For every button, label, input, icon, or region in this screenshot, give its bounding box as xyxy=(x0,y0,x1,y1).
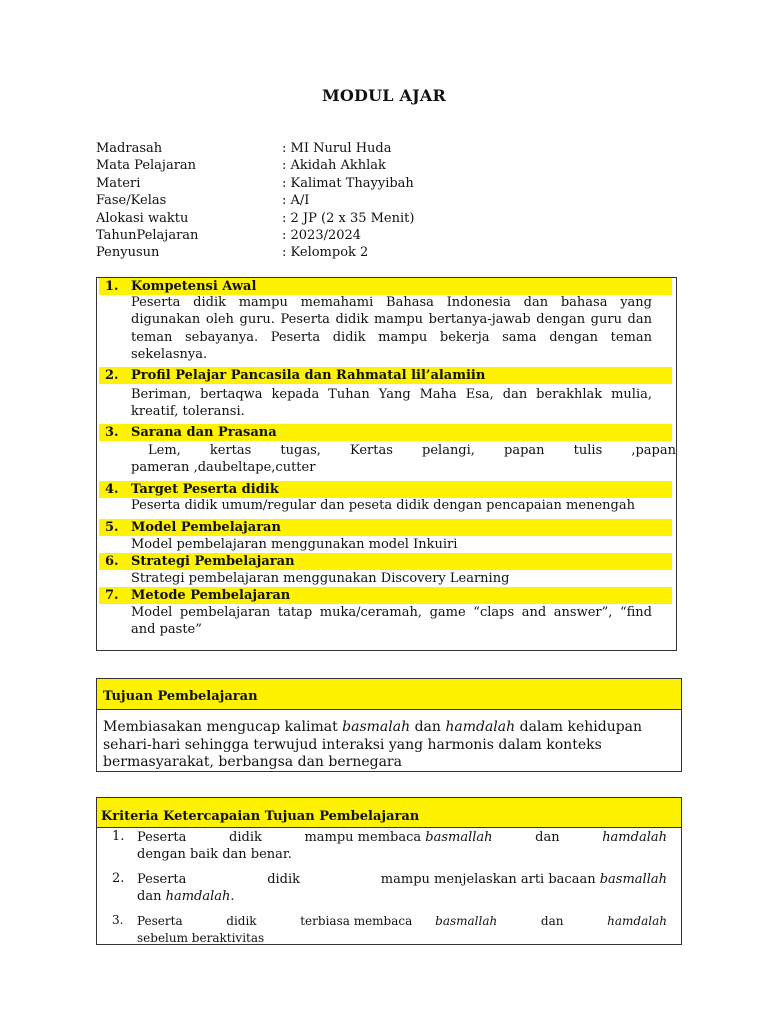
word: tugas, xyxy=(280,443,321,458)
info-label: Alokasi waktu xyxy=(96,210,189,226)
section-label: Metode Pembelajaran xyxy=(131,588,291,603)
word-italic: basmallah xyxy=(435,914,498,928)
kriteria-number: 3. xyxy=(112,913,124,927)
section-number: 1. xyxy=(105,279,119,294)
section-heading-sarana xyxy=(99,424,672,441)
info-value: : Akidah Akhlak xyxy=(282,158,386,174)
info-value: : A/I xyxy=(282,193,310,209)
kriteria-line xyxy=(137,871,667,888)
info-label: Penyusun xyxy=(96,245,160,261)
kriteria-text xyxy=(137,829,667,863)
word: tulis xyxy=(573,443,603,458)
section-label: Model Pembelajaran xyxy=(131,520,281,535)
kriteria-box xyxy=(96,797,682,945)
word: terbiasa membaca xyxy=(300,914,413,928)
kriteria-line xyxy=(137,888,667,905)
kriteria-text xyxy=(137,913,667,947)
section-heading-profil xyxy=(99,367,672,384)
section-number: 7. xyxy=(105,588,119,603)
info-label: TahunPelajaran xyxy=(96,227,199,243)
word-italic: hamdalah xyxy=(602,830,667,845)
section-heading-model xyxy=(99,519,672,536)
word: papan xyxy=(504,443,545,458)
section-heading-metode xyxy=(99,587,672,604)
word: Peserta xyxy=(137,914,183,928)
section-heading-kompetensi xyxy=(99,278,672,295)
word: dan xyxy=(540,914,564,928)
tujuan-text xyxy=(103,719,663,772)
kriteria-text xyxy=(137,871,667,905)
info-row-tahun xyxy=(96,227,656,244)
text-run-italic: basmalah xyxy=(342,719,411,735)
word: didik xyxy=(229,830,262,845)
section-label: Target Peserta didik xyxy=(131,482,279,497)
info-label: Fase/Kelas xyxy=(96,193,167,209)
word-italic: basmallah xyxy=(425,830,493,845)
section-label: Profil Pelajar Pancasila dan Rahmatal lil’alamiin xyxy=(131,368,486,383)
info-value: : 2023/2024 xyxy=(282,227,362,243)
word: mampu menjelaskan arti bacaan xyxy=(380,872,596,887)
kriteria-heading-cell xyxy=(97,798,681,828)
word-group xyxy=(381,871,667,888)
text-run: Membiasakan mengucap kalimat xyxy=(103,719,343,735)
word: didik xyxy=(226,914,257,928)
kriteria-line: sebelum beraktivitas xyxy=(137,931,265,945)
word: dan xyxy=(535,830,560,845)
kriteria-line xyxy=(137,829,667,846)
section-number: 6. xyxy=(105,554,119,569)
tujuan-heading: Tujuan Pembelajaran xyxy=(103,689,258,704)
section-body: Model pembelajaran tatap muka/ceramah, game “claps and answer”, “find and paste” xyxy=(131,605,652,638)
info-label: Materi xyxy=(96,175,141,191)
word: Lem, xyxy=(148,443,181,458)
info-row-mapel xyxy=(96,157,656,174)
info-value: : Kelompok 2 xyxy=(282,245,369,261)
section-number: 4. xyxy=(105,482,119,497)
word: dan xyxy=(137,889,166,904)
word: ,papan xyxy=(631,443,676,458)
info-label: Mata Pelajaran xyxy=(96,158,197,174)
info-value: : 2 JP (2 x 35 Menit) xyxy=(282,210,415,226)
section-box xyxy=(96,277,677,651)
section-body: Model pembelajaran menggunakan model Inkuiri xyxy=(131,537,458,552)
word-italic: basmallah xyxy=(599,872,667,887)
word-group xyxy=(300,913,497,930)
section-body: Peserta didik mampu memahami Bahasa Indonesia dan bahasa yang digunakan oleh guru. Peserta didik mampu bertanya-jawab dengan guru dan teman sebayanya. Peserta didik mampu bekerja sama dengan teman sekelasnya. xyxy=(131,295,652,363)
kriteria-number: 1. xyxy=(112,829,125,844)
info-row-penyusun xyxy=(96,244,656,261)
word: Peserta xyxy=(137,830,187,845)
word-italic: hamdalah xyxy=(165,889,231,904)
info-row-madrasah xyxy=(96,140,656,157)
word: kertas xyxy=(209,443,252,458)
section-body: Peserta didik umum/regular dan peseta didik dengan pencapaian menengah xyxy=(131,498,635,513)
word-group xyxy=(304,829,492,846)
section-body-line: pameran ,daubeltape,cutter xyxy=(131,460,316,476)
word: pelangi, xyxy=(422,443,475,458)
kriteria-line: dengan baik dan benar. xyxy=(137,847,292,862)
word: didik xyxy=(267,872,301,887)
section-number: 2. xyxy=(105,368,119,383)
section-label: Strategi Pembelajaran xyxy=(131,554,295,569)
section-body xyxy=(131,442,676,477)
section-heading-target xyxy=(99,481,672,498)
text-run: dan xyxy=(410,719,446,735)
page-title: MODUL AJAR xyxy=(322,86,446,105)
section-body: Beriman, bertaqwa kepada Tuhan Yang Maha Esa, dan berakhlak mulia, kreatif, toleransi. xyxy=(131,387,652,420)
section-label: Kompetensi Awal xyxy=(131,279,257,294)
kriteria-number: 2. xyxy=(112,871,125,886)
tujuan-body-cell xyxy=(96,710,682,772)
word: . xyxy=(230,889,235,904)
info-label: Madrasah xyxy=(96,141,163,156)
section-body: Strategi pembelajaran menggunakan Discovery Learning xyxy=(131,571,510,586)
info-row-fase xyxy=(96,192,656,209)
text-run-italic: hamdalah xyxy=(445,719,516,735)
section-heading-strategi xyxy=(99,553,672,570)
tujuan-heading-cell xyxy=(96,678,682,710)
info-row-alokasi xyxy=(96,210,656,227)
section-body-line xyxy=(131,442,676,459)
kriteria-heading: Kriteria Ketercapaian Tujuan Pembelajaran xyxy=(101,809,420,824)
info-row-materi xyxy=(96,175,656,192)
section-number: 5. xyxy=(105,520,119,535)
word: mampu membaca xyxy=(304,830,422,845)
section-number: 3. xyxy=(105,425,119,440)
word-italic: hamdalah xyxy=(607,914,667,928)
section-label: Sarana dan Prasana xyxy=(131,425,277,440)
text-run: dalam kehidupan sehari-hari sehingga terwujud interaksi yang harmonis dalam konteks bermasyarakat, berbangsa dan bernegara xyxy=(103,719,643,770)
word: Kertas xyxy=(350,443,393,458)
info-value: : MI Nurul Huda xyxy=(282,141,392,156)
info-value: : Kalimat Thayyibah xyxy=(282,175,414,191)
word: Peserta xyxy=(137,872,187,887)
kriteria-line xyxy=(137,913,667,930)
info-table xyxy=(96,140,656,262)
